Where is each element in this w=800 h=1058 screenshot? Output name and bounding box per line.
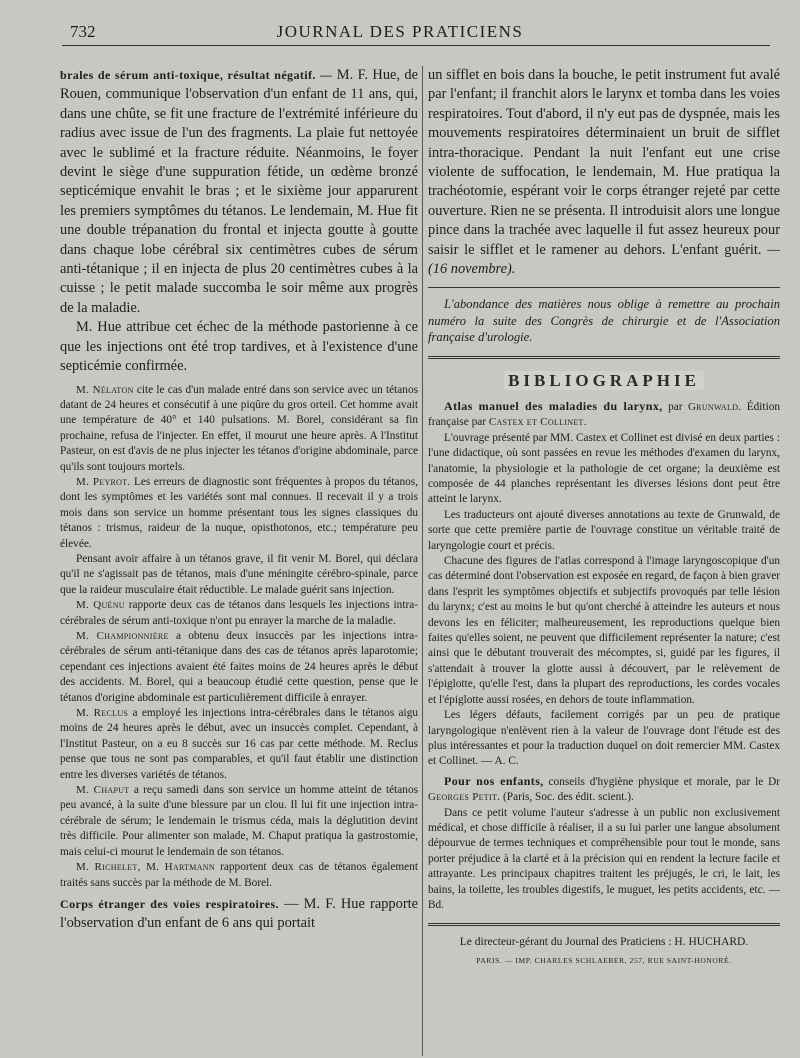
page-number: 732 xyxy=(70,22,96,41)
paragraph-heading: Corps étranger des voies respiratoires. xyxy=(60,896,279,911)
journal-title: JOURNAL DES PRATICIENS xyxy=(276,22,524,41)
discussion-paragraph xyxy=(60,783,418,860)
review-paragraph: Chacune des figures de l'atlas correspond à l'image laryngoscopique d'un cas déterminé dont l'observation est exposée en regard, de façon à bien graver dans l'esprit les symptômes objectifs et subjectifs provoqués par telle lésion du larynx; c'est au moins le but qu'ont cherché à atteindre les auteurs et nous devons les en féliciter; malheureusement, les reproductions quelque bien faites qu'elles soient, ne peuvent que difficilement représenter la nature; c'est ainsi que le débutant trouverait des mécomptes, si, guidé par les figures, il s'attendait à trouver la glotte aussi à découvert, par le relèvement de l'épiglotte, qu'elle l'est, dans la plupart des reproductions, les cordes vocales et l'épiglotte aussi rosées, en dehors de toute inflammation. xyxy=(428,555,780,706)
review-entry-title: Pour nos enfants, conseils d'hygiène physique et morale, par le Dr Georges Petit. (Paris, Soc. des édit. scient.). xyxy=(428,773,780,804)
editorial-note: L'abondance des matières nous oblige à remettre au prochain numéro la suite des Congrès de chirurgie et de l'Association française d'urologie. xyxy=(428,297,780,345)
book-author: Georges Petit. xyxy=(428,791,501,804)
left-column xyxy=(60,66,418,1056)
discussion-paragraph xyxy=(60,706,418,783)
section-rule xyxy=(428,287,780,288)
review-paragraph: Dans ce petit volume l'auteur s'adresse à un public non exclusivement médical, et chose difficile à réaliser, il a su lui parler une langue absolument dépourvue de termes techniques et compréhensible pour tout le monde, sans porter préjudice à la clarté et à la précision qui en rendent la lecture facile et attrayante. Les principaux chapitres traitent les préjugés, le cri, le lait, les bains, la toilette, les troubles digestifs, le muguet, les petits accidents, etc. — Bd. xyxy=(428,806,780,911)
speaker-name: M. Reclus xyxy=(76,707,129,720)
discussion-text: a employé les injections intra-cérébrales dans le tétanos aigu moins de 24 heures après le début, avec un insuccès complet. Cependant, à l'Institut Pasteur, on a eu 8 succès sur 16 cas par cette méthode. M. Reclus pense que tous ne sont pas comparables, et qu'il faut établir une distinction entre les diverses variétés de tétanos. xyxy=(60,707,418,781)
speaker-name: M. Chaput xyxy=(76,784,130,797)
discussion-text: a obtenu deux insuccès par les injections intra-cérébrales de sérum anti-tétanique dans des cas de tétanos après laparotomie; cependant ces injections avaient été faites moins de 24 heures après le début des accidents. M. Borel, qui a beaucoup étudié cette question, pense que le tétanos d'origine abdominale est particulièrement difficile à enrayer. xyxy=(60,630,418,704)
speaker-name: M. Championnière xyxy=(76,630,169,642)
discussion-paragraph xyxy=(60,860,418,891)
paragraph-heading: brales de sérum anti-toxique, résultat négatif. — xyxy=(60,68,333,82)
review-paragraph: L'ouvrage présenté par MM. Castex et Collinet est divisé en deux parties : l'une didactique, où sont passées en revue les méthodes d'examen du larynx, l'anatomie, la physiologie et la pathologie de cet organe; la deuxième est composée de 44 planches représentant les diverses lésions dont peut être atteint le larynx. xyxy=(428,431,780,506)
article-paragraph xyxy=(60,66,418,318)
header-rule xyxy=(62,45,770,46)
director-line: Le directeur-gérant du Journal des Praticiens : H. HUCHARD. xyxy=(459,936,749,949)
discussion-paragraph: Pensant avoir affaire à un tétanos grave, il fit venir M. Borel, qui déclara qu'il ne s'agissait pas de tétanos, mais d'une méningite cérébro-spinale, parce que la raideur musculaire était réductible. Le malade guérit sans injection. xyxy=(60,552,418,596)
review-entry-title: Atlas manuel des maladies du larynx, par Grunwald. Édition française par Castex et Collinet. xyxy=(428,398,780,429)
column-divider xyxy=(422,66,423,1056)
paragraph-text: M. F. Hue, de Rouen, communique l'observation d'un enfant de 11 ans, qui, dans une chûte, se fit une fracture de l'extrémité inférieure du radius avec issue de l'un des fragments. La plaie fut nettoyée avec le sublimé et la fracture réduite. Néanmoins, le foyer devint le siège d'une suppuration fétide, un œdème bronzé septicémique envahit le bras ; et le sixième jour apparurent les premiers symptômes du tétanos. Le lendemain, M. Hue fit une double trépanation du frontal et injecta goutte à goutte dans chaque lobe cérébral six centimètres cubes de sérum anti-tétanique ; il en injecta de plus 20 centimètres cubes à la cuisse ; le petit malade succomba le soir même aux progrès de la maladie. xyxy=(60,67,418,316)
paragraph-text: — M. F. Hue rapporte l'observation d'un enfant de 6 ans qui portait xyxy=(60,895,418,932)
discussion-text: Les erreurs de diagnostic sont fréquentes à propos du tétanos, dont les symptômes et les variétés sont mal connues. Il recevait il y a trois mois dans son service un homme présentant tous les signes classiques du tétanos : trismus, raideur de la nuque, opisthotonos, etc.; température peu élevée. xyxy=(60,475,418,550)
article-paragraph xyxy=(60,895,418,934)
book-title: Pour nos enfants, xyxy=(444,773,544,788)
article-paragraph xyxy=(428,66,780,279)
speaker-name: M. Peyrot. xyxy=(76,475,131,488)
discussion-text: rapportent deux cas de tétanos également traités sans succès par la méthode de M. Borel. xyxy=(60,861,418,889)
book-author: Grunwald. xyxy=(687,400,742,413)
book-title: Atlas manuel des maladies du larynx, xyxy=(444,398,663,413)
book-translators: Castex et Collinet. xyxy=(488,416,587,429)
discussion-text: rapporte deux cas de tétanos dans lesquels les injections intra-cérébrales de sérum anti-toxique n'ont pu enrayer la marche de la maladie. xyxy=(60,599,418,627)
discussion-text: a reçu samedi dans son service un homme atteint de tétanos peu avancé, à la suite d'une blessure par un clou. Il lui fit une injection intra-cérébrale de sérum; le lendemain le trismus céda, mais la déglutition devint très difficile. Pour alimenter son malade, M. Chaput pratiqua la gastrostomie, mais celui-ci mourut le lendemain de son tétanos. xyxy=(60,784,418,858)
article-paragraph: M. Hue attribue cet échec de la méthode pastorienne à ce que les injections ont été trop tardives, et à l'existence d'une septicémie confirmée. xyxy=(60,319,418,375)
right-column xyxy=(428,66,780,1026)
review-paragraph: Les traducteurs ont ajouté diverses annotations au texte de Grunwald, de sorte que cette première partie de l'ouvrage constitue un véritable traité de laryngologie court et précis. xyxy=(428,508,780,552)
section-rule xyxy=(428,356,780,359)
speaker-name: M. Quénu xyxy=(76,599,125,612)
footer-rule xyxy=(428,923,780,926)
printer-imprint: PARIS. — IMP. CHARLES SCHLAEBER, 257, RUE SAINT-HONORÉ. xyxy=(476,956,732,966)
paragraph-text: un sifflet en bois dans la bouche, le petit instrument fut avalé par l'enfant; il franchit alors le larynx et tomba dans les voies respiratoires. Tout d'abord, il n'y eut pas de dyspnée, mais les mouvements respiratoires déterminaient un bruit de sifflet intra-thoracique. Pendant la nuit l'enfant eut une crise violente de suffocation, le lendemain, M. Hue pratiqua la trachéotomie, espérant voir le corps étranger rejeté par cette ouverture. Rien ne se présenta. Il introduisit alors une longue pince dans la trachée avec laquelle il fut assez heureux pour saisir le sifflet et le ramener au dehors. L'enfant guérit. xyxy=(428,67,780,258)
discussion-paragraph xyxy=(60,475,418,552)
discussion-paragraph xyxy=(60,629,418,706)
running-head xyxy=(0,14,800,42)
review-paragraph: Les légers défauts, facilement corrigés par un peu de pratique laryngologique n'enlèvent rien à la valeur de l'ouvrage dont l'étude est des plus intéressantes et pour la traduction duquel on doit remercier MM. Castex et Collinet. — A. C. xyxy=(428,709,780,768)
bibliography-heading: BIBLIOGRAPHIE xyxy=(428,371,780,391)
discussion-text: cite le cas d'un malade entré dans son service avec un tétanos datant de 24 heures et consécutif à une piqûre du gros orteil. Cet homme avait une température de 40° et 140 pulsations. M. Borel, considérant sa fin prochaine, refusa de l'injecter. En effet, il mourut une heure après. A l'Institut Pasteur, on est d'avis de ne plus injecter les tétanos d'origine abdominale, parce qu'ils sont toujours mortels. xyxy=(60,383,418,473)
discussion-paragraph xyxy=(60,383,418,475)
speaker-name: M. Nélaton xyxy=(76,383,134,396)
speaker-name: M. Richelet, M. Hartmann xyxy=(76,861,215,874)
session-date: — (16 novembre). xyxy=(428,241,780,278)
discussion-paragraph xyxy=(60,598,418,629)
